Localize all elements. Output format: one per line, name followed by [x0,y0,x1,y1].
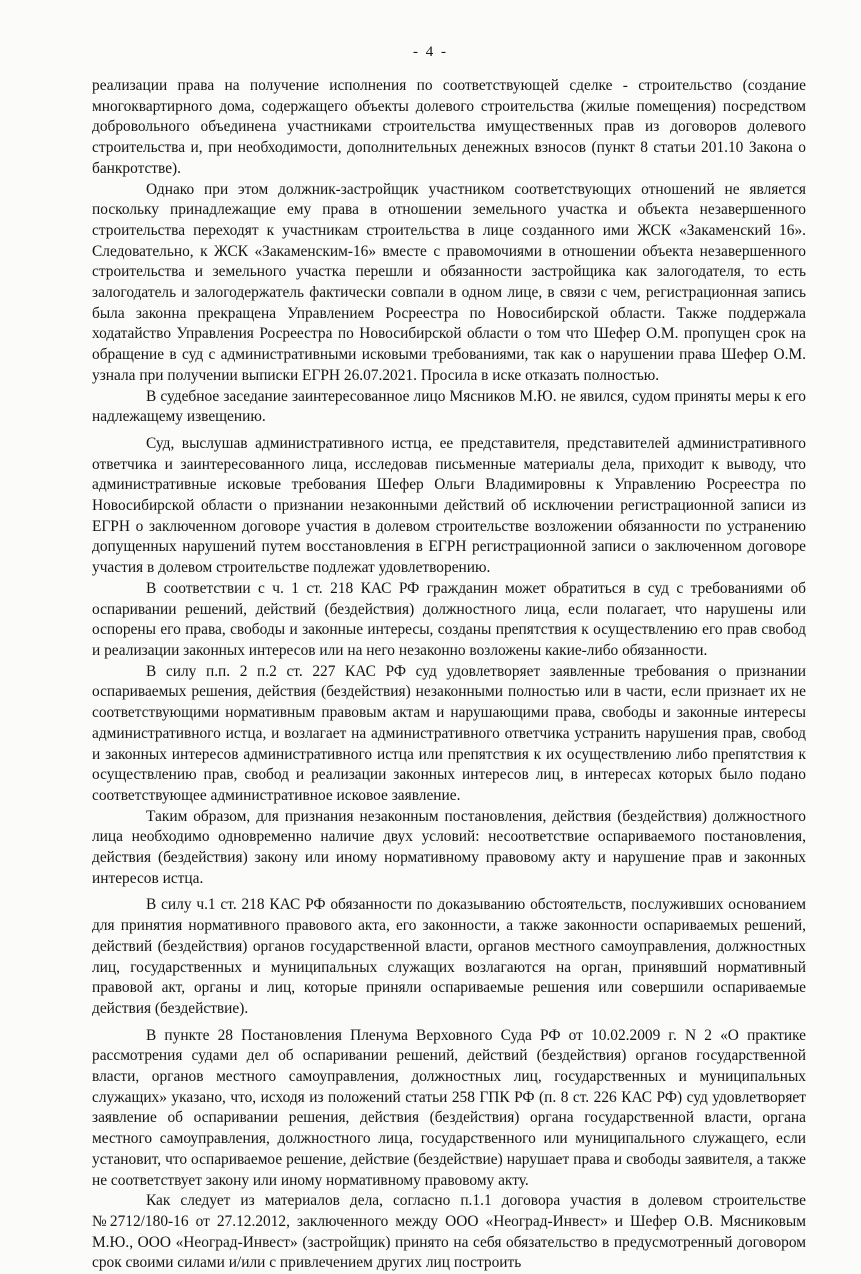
paragraph-2: Однако при этом должник-застройщик участником соответствующих отношений не является поскольку принадлежащие ему права в отношении земельного участка и объекта незавершенного строительства переходят к участникам строительства в лице созданного ими ЖСК «Закаменский 16». Следовательно, к ЖСК «Закаменским-16» вместе с правомочиями в отношении объекта незавершенного строительства и земельного участка перешли и обязанности застройщика как залогодателя, то есть залогодатель и залогодержатель фактически совпали в одном лице, в связи с чем, регистрационная запись была законна прекращена Управлением Росреестра по Новосибирской области. Также поддержала ходатайство Управления Росреестра по Новосибирской области о том что Шефер О.М. пропущен срок на обращение в суд с административными исковыми требованиями, так как о нарушении права Шефер О.М. узнала при получении выписки ЕГРН 26.07.2021. Просила в иске отказать полностью. [92,180,806,384]
paragraph-8: В силу ч.1 ст. 218 КАС РФ обязанности по доказыванию обстоятельств, послуживших основанием для принятия нормативного правового акта, его законности, а также законности оспариваемых решений, действий (бездействия) органов государственной власти, органов местного самоуправления, должностных лиц, государственных и муниципальных служащих возлагаются на орган, принявший нормативный правовой акт, органы и лиц, которые приняли оспариваемые решения или совершили оспариваемые действия (бездействие). [92,896,806,1017]
paragraph-7: Таким образом, для признания незаконным постановления, действия (бездействия) должностного лица необходимо одновременно наличие двух условий: несоответствие оспариваемого постановления, действия (бездействия) закону или иному нормативному правовому акту и нарушение прав и законных интересов истца. [92,807,806,887]
paragraph-3: В судебное заседание заинтересованное лицо Мясников М.Ю. не явился, судом приняты меры к его надлежащему извещению. [92,387,806,426]
paragraph-5: В соответствии с ч. 1 ст. 218 КАС РФ гражданин может обратиться в суд с требованиями об оспаривании решений, действий (бездействия) должностного лица, если полагает, что нарушены или оспорены его права, свободы и законные интересы, созданы препятствия к осуществлению его прав свобод и реализации законных интересов или на него незаконно возложены какие-либо обязанности. [92,579,806,659]
paragraph-4: Суд, выслушав административного истца, ее представителя, представителей административного ответчика и заинтересованного лица, исследовав письменные материалы дела, приходит к выводу, что административные исковые требования Шефер Ольги Владимировны к Управлению Росреестра по Новосибирской области о признании незаконными действий об исключении регистрационной записи из ЕГРН о заключенном договоре участия в долевом строительстве возложении обязанности по устранению допущенных нарушений путем восстановления в ЕГРН регистрационной записи о заключенном договоре участия в долевом строительстве подлежат удовлетворению. [92,434,806,577]
paragraph-9: В пункте 28 Постановления Пленума Верховного Суда РФ от 10.02.2009 г. N 2 «О практике рассмотрения судами дел об оспаривании решений, действий (бездействия) органов государственной власти, органов местного самоуправления, должностных лиц, государственных и муниципальных служащих» указано, что, исходя из положений статьи 258 ГПК РФ (п. 8 ст. 226 КАС РФ) суд удовлетворяет заявление об оспаривании решения, действия (бездействия) органа государственной власти, органа местного самоуправления, должностного лица, государственного или муниципального служащего, если установит, что оспариваемое решение, действие (бездействие) нарушает права и свободы заявителя, а также не соответствует закону или иному нормативному правовому акту. [92,1026,806,1189]
paragraph-6: В силу п.п. 2 п.2 ст. 227 КАС РФ суд удовлетворяет заявленные требования о признании оспариваемых решения, действия (бездействия) незаконными полностью или в части, если признает их не соответствующими нормативным правовым актам и нарушающими права, свободы и законные интересы административного истца, и возлагает на административного ответчика устранить нарушения прав, свобод и законных интересов административного истца или препятствия к их осуществлению либо препятствия к осуществлению прав, свобод и реализации законных интересов лиц, в интересах которых было подано соответствующее административное исковое заявление. [92,662,806,804]
paragraph-1: реализации права на получение исполнения по соответствующей сделке - строительство (создание многоквартирного дома, содержащего объекты долевого строительства (жилые помещения) посредством добровольного объединена участниками строительства имущественных прав из договоров долевого строительства и, при необходимости, дополнительных денежных взносов (пункт 8 статьи 201.10 Закона о банкротстве). [92,77,806,177]
page-number: - 4 - [413,44,448,60]
paragraph-10: Как следует из материалов дела, согласно п.1.1 договора участия в долевом строительстве №2712/180-16 от 27.12.2012, заключенного между ООО «Неоград-Инвест» и Шефер О.В. Мясниковым М.Ю., ООО «Неоград-Инвест» (застройщик) принято на себя обязательство в предусмотренный договором срок своими силами и/или с привлечением других лиц построить [92,1192,806,1272]
document-body [92,76,806,1274]
